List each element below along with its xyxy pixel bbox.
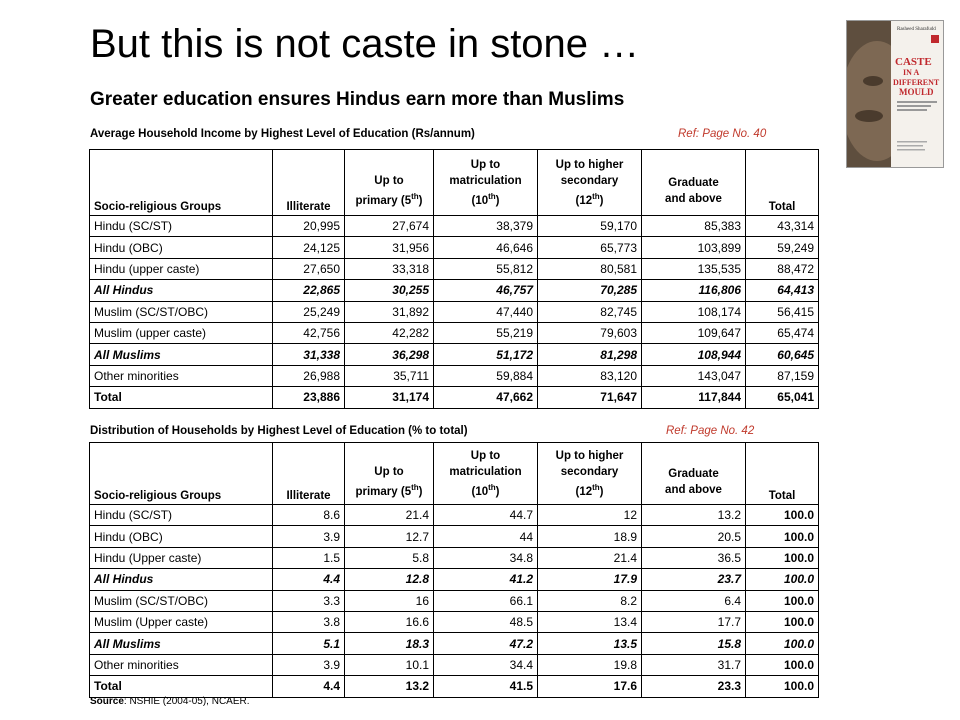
cell-illiterate: 25,249	[273, 301, 345, 322]
header-matriculation: Up to matriculation (10th)	[434, 443, 538, 505]
cell-primary: 33,318	[345, 258, 434, 279]
cell-higher: 13.5	[538, 633, 642, 654]
cell-graduate: 31.7	[642, 654, 746, 675]
cell-illiterate: 27,650	[273, 258, 345, 279]
cell-total: 100.0	[746, 611, 819, 632]
cell-group: Hindu (Upper caste)	[90, 547, 273, 568]
header-illiterate: Illiterate	[273, 150, 345, 216]
cell-graduate: 20.5	[642, 526, 746, 547]
cell-total: 56,415	[746, 301, 819, 322]
table-row	[90, 237, 819, 258]
cell-matric: 34.8	[434, 547, 538, 568]
cell-higher: 70,285	[538, 280, 642, 301]
cell-matric: 46,757	[434, 280, 538, 301]
cell-illiterate: 3.9	[273, 526, 345, 547]
header-graduate: Graduate and above	[642, 443, 746, 505]
cell-group: All Hindus	[90, 280, 273, 301]
cell-total: 65,474	[746, 322, 819, 343]
table-header-row	[90, 150, 819, 216]
header-group: Socio-religious Groups	[90, 150, 273, 216]
cell-group: Muslim (SC/ST/OBC)	[90, 590, 273, 611]
cell-matric: 44	[434, 526, 538, 547]
cell-illiterate: 26,988	[273, 365, 345, 386]
cell-illiterate: 22,865	[273, 280, 345, 301]
cell-group: Hindu (upper caste)	[90, 258, 273, 279]
cell-primary: 16	[345, 590, 434, 611]
book-title-line-3: DIFFERENT	[893, 78, 940, 87]
cell-matric: 48.5	[434, 611, 538, 632]
cell-higher: 80,581	[538, 258, 642, 279]
cell-matric: 46,646	[434, 237, 538, 258]
cell-graduate: 6.4	[642, 590, 746, 611]
cell-matric: 38,379	[434, 216, 538, 237]
cell-primary: 18.3	[345, 633, 434, 654]
source-label: Source	[90, 696, 124, 707]
table-row	[90, 280, 819, 301]
cell-total: 65,041	[746, 387, 819, 408]
cell-total: 100.0	[746, 633, 819, 654]
cell-higher: 21.4	[538, 547, 642, 568]
header-total: Total	[746, 150, 819, 216]
cell-graduate: 103,899	[642, 237, 746, 258]
cell-matric: 59,884	[434, 365, 538, 386]
cell-illiterate: 1.5	[273, 547, 345, 568]
source-note	[90, 696, 250, 707]
cell-higher: 59,170	[538, 216, 642, 237]
cell-total: 100.0	[746, 547, 819, 568]
cell-primary: 21.4	[345, 505, 434, 526]
header-group: Socio-religious Groups	[90, 443, 273, 505]
cell-total: 100.0	[746, 590, 819, 611]
cell-higher: 83,120	[538, 365, 642, 386]
table-row	[90, 633, 819, 654]
cell-total: 100.0	[746, 505, 819, 526]
cell-total: 100.0	[746, 654, 819, 675]
cell-illiterate: 4.4	[273, 676, 345, 697]
table-row	[90, 322, 819, 343]
cell-group: Hindu (OBC)	[90, 526, 273, 547]
cell-graduate: 143,047	[642, 365, 746, 386]
cell-group: Hindu (SC/ST)	[90, 505, 273, 526]
cell-primary: 5.8	[345, 547, 434, 568]
cell-graduate: 23.3	[642, 676, 746, 697]
cell-primary: 35,711	[345, 365, 434, 386]
cell-total: 88,472	[746, 258, 819, 279]
cell-matric: 47.2	[434, 633, 538, 654]
cell-primary: 13.2	[345, 676, 434, 697]
cell-primary: 16.6	[345, 611, 434, 632]
table2-ref: Ref: Page No. 42	[666, 425, 755, 437]
cell-graduate: 135,535	[642, 258, 746, 279]
cell-graduate: 23.7	[642, 569, 746, 590]
cell-graduate: 17.7	[642, 611, 746, 632]
cell-primary: 30,255	[345, 280, 434, 301]
cell-illiterate: 31,338	[273, 344, 345, 365]
cell-graduate: 117,844	[642, 387, 746, 408]
cell-higher: 81,298	[538, 344, 642, 365]
cell-primary: 31,892	[345, 301, 434, 322]
cell-illiterate: 20,995	[273, 216, 345, 237]
cell-primary: 31,956	[345, 237, 434, 258]
table-row	[90, 611, 819, 632]
header-matriculation: Up to matriculation (10th)	[434, 150, 538, 216]
cell-total: 87,159	[746, 365, 819, 386]
income-table	[89, 149, 819, 409]
table1-ref: Ref: Page No. 40	[678, 128, 767, 140]
cell-illiterate: 23,886	[273, 387, 345, 408]
cell-primary: 31,174	[345, 387, 434, 408]
table-row	[90, 344, 819, 365]
table-row	[90, 365, 819, 386]
cell-group: Muslim (SC/ST/OBC)	[90, 301, 273, 322]
table-row	[90, 387, 819, 408]
book-title-line-1: CASTE	[895, 56, 932, 68]
cell-total: 100.0	[746, 569, 819, 590]
cell-higher: 17.6	[538, 676, 642, 697]
cell-matric: 41.2	[434, 569, 538, 590]
cell-group: Hindu (SC/ST)	[90, 216, 273, 237]
cell-matric: 51,172	[434, 344, 538, 365]
table-row	[90, 505, 819, 526]
book-title-line-4: MOULD	[899, 87, 934, 97]
cell-higher: 19.8	[538, 654, 642, 675]
cell-higher: 71,647	[538, 387, 642, 408]
cell-primary: 36,298	[345, 344, 434, 365]
cell-primary: 12.7	[345, 526, 434, 547]
cell-matric: 34.4	[434, 654, 538, 675]
cell-higher: 13.4	[538, 611, 642, 632]
cell-group: Total	[90, 387, 273, 408]
header-total: Total	[746, 443, 819, 505]
cell-illiterate: 24,125	[273, 237, 345, 258]
cell-total: 64,413	[746, 280, 819, 301]
cell-higher: 12	[538, 505, 642, 526]
cell-matric: 47,440	[434, 301, 538, 322]
cell-group: Hindu (OBC)	[90, 237, 273, 258]
table1-caption: Average Household Income by Highest Level of Education (Rs/annum)	[90, 128, 475, 140]
cell-higher: 65,773	[538, 237, 642, 258]
cell-total: 60,645	[746, 344, 819, 365]
cell-graduate: 15.8	[642, 633, 746, 654]
cell-primary: 42,282	[345, 322, 434, 343]
cell-graduate: 108,174	[642, 301, 746, 322]
cell-group: Other minorities	[90, 654, 273, 675]
table-row	[90, 676, 819, 697]
cell-graduate: 108,944	[642, 344, 746, 365]
book-cover-art	[847, 21, 943, 167]
cell-graduate: 85,383	[642, 216, 746, 237]
cell-higher: 79,603	[538, 322, 642, 343]
cell-group: All Hindus	[90, 569, 273, 590]
cell-illiterate: 3.8	[273, 611, 345, 632]
book-title-line-2: IN A	[903, 68, 920, 77]
cell-matric: 66.1	[434, 590, 538, 611]
table-row	[90, 590, 819, 611]
header-higher-secondary: Up to higher secondary (12th)	[538, 443, 642, 505]
cell-total: 100.0	[746, 676, 819, 697]
table2-caption: Distribution of Households by Highest Level of Education (% to total)	[90, 425, 468, 437]
table-row	[90, 654, 819, 675]
cell-higher: 17.9	[538, 569, 642, 590]
cell-illiterate: 42,756	[273, 322, 345, 343]
header-primary: Up to primary (5th)	[345, 443, 434, 505]
table-header-row	[90, 443, 819, 505]
cell-group: Total	[90, 676, 273, 697]
header-primary: Up to primary (5th)	[345, 150, 434, 216]
cell-matric: 47,662	[434, 387, 538, 408]
cell-illiterate: 4.4	[273, 569, 345, 590]
cell-total: 100.0	[746, 526, 819, 547]
cell-graduate: 116,806	[642, 280, 746, 301]
table-row	[90, 569, 819, 590]
cell-primary: 10.1	[345, 654, 434, 675]
cell-group: Muslim (upper caste)	[90, 322, 273, 343]
cell-graduate: 109,647	[642, 322, 746, 343]
cell-primary: 12.8	[345, 569, 434, 590]
cell-illiterate: 3.9	[273, 654, 345, 675]
book-author-text: Rasheed Sharafudd	[897, 27, 936, 32]
cell-matric: 44.7	[434, 505, 538, 526]
table-row	[90, 258, 819, 279]
table-row	[90, 526, 819, 547]
cell-matric: 41.5	[434, 676, 538, 697]
header-higher-secondary: Up to higher secondary (12th)	[538, 150, 642, 216]
header-illiterate: Illiterate	[273, 443, 345, 505]
cell-graduate: 13.2	[642, 505, 746, 526]
cell-graduate: 36.5	[642, 547, 746, 568]
cell-group: All Muslims	[90, 344, 273, 365]
cell-illiterate: 5.1	[273, 633, 345, 654]
table-row	[90, 547, 819, 568]
cell-higher: 82,745	[538, 301, 642, 322]
distribution-table	[89, 442, 819, 698]
cell-matric: 55,219	[434, 322, 538, 343]
cell-matric: 55,812	[434, 258, 538, 279]
slide-title: But this is not caste in stone …	[90, 22, 640, 66]
cell-total: 59,249	[746, 237, 819, 258]
slide-subtitle: Greater education ensures Hindus earn more than Muslims	[90, 89, 625, 110]
cell-primary: 27,674	[345, 216, 434, 237]
cell-group: Other minorities	[90, 365, 273, 386]
table-row	[90, 216, 819, 237]
cell-illiterate: 8.6	[273, 505, 345, 526]
source-text: : NSHIE (2004-05), NCAER.	[123, 696, 250, 707]
cell-group: Muslim (Upper caste)	[90, 611, 273, 632]
cell-group: All Muslims	[90, 633, 273, 654]
book-cover-image	[846, 20, 944, 168]
cell-higher: 8.2	[538, 590, 642, 611]
cell-higher: 18.9	[538, 526, 642, 547]
cell-illiterate: 3.3	[273, 590, 345, 611]
header-graduate: Graduate and above	[642, 150, 746, 216]
table-row	[90, 301, 819, 322]
cell-total: 43,314	[746, 216, 819, 237]
